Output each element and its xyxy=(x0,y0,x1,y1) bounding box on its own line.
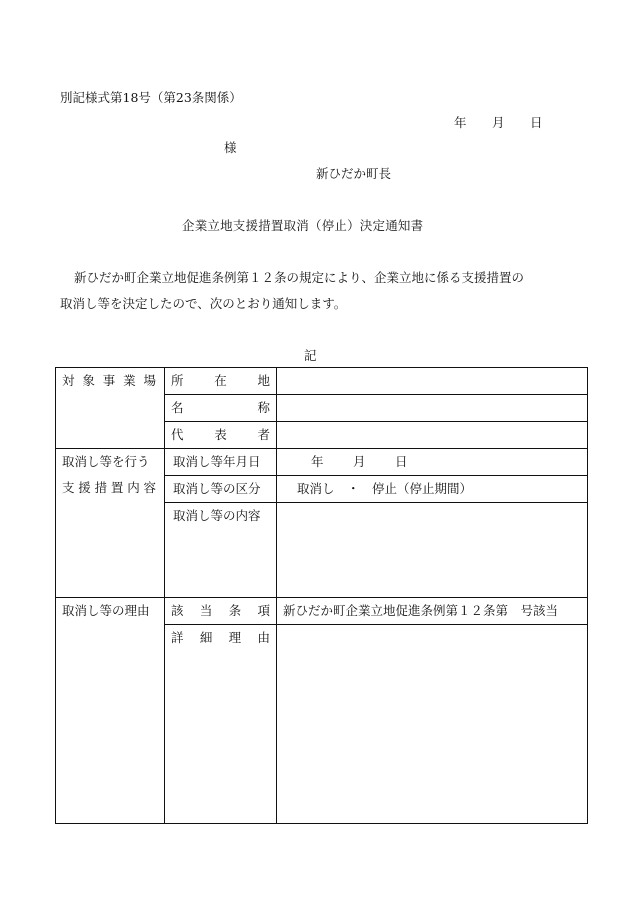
detailed-reason-value[interactable] xyxy=(277,625,588,824)
revocation-month-label: 月 xyxy=(353,454,366,469)
name-label-cell xyxy=(165,395,277,422)
revocation-date-value[interactable] xyxy=(277,449,588,476)
support-measure-label-line-1: 取消し等を行う xyxy=(62,454,150,469)
body-text-line-2: 取消し等を決定したので、次のとおり通知します。 xyxy=(60,296,347,311)
date-month-label: 月 xyxy=(492,115,505,130)
reason-label: 取消し等の理由 xyxy=(62,603,150,618)
representative-label-cell xyxy=(165,422,277,449)
addressee: 様 xyxy=(224,140,237,155)
revocation-type-value[interactable]: 取消し ・ 停止（停止期間） xyxy=(277,476,588,503)
representative-label: 代 表 者 xyxy=(171,427,270,442)
reason-label-cell xyxy=(56,598,165,824)
detailed-reason-label-cell xyxy=(165,625,277,824)
applicable-clause-label: 該 当 条 項 xyxy=(171,603,270,618)
target-site-label-cell xyxy=(56,368,165,449)
revocation-type-label: 取消し等の区分 xyxy=(165,476,277,503)
ki-heading: 記 xyxy=(304,348,317,363)
body-text-line-1: 新ひだか町企業立地促進条例第１２条の規定により、企業立地に係る支援措置の xyxy=(74,270,525,285)
location-label: 所 在 地 xyxy=(171,373,270,388)
date-year-label: 年 xyxy=(454,115,467,130)
location-value[interactable] xyxy=(277,368,588,395)
support-measure-label-cell xyxy=(56,449,165,598)
target-site-label: 対 象 事 業 場 xyxy=(62,373,156,388)
name-label: 名 称 xyxy=(171,400,270,415)
revocation-day-label: 日 xyxy=(395,454,408,469)
notice-table xyxy=(55,367,588,824)
date-day-label: 日 xyxy=(530,115,543,130)
applicable-clause-label-cell xyxy=(165,598,277,625)
location-label-cell xyxy=(165,368,277,395)
form-number: 別記様式第18号（第23条関係） xyxy=(60,90,242,105)
table-row xyxy=(56,598,588,625)
document-title: 企業立地支援措置取消（停止）決定通知書 xyxy=(182,218,424,233)
issuer: 新ひだか町長 xyxy=(316,166,392,181)
support-measure-label-line-2: 支 援 措 置 内 容 xyxy=(62,480,156,495)
table-row xyxy=(56,449,588,476)
name-value[interactable] xyxy=(277,395,588,422)
revocation-content-value[interactable] xyxy=(277,503,588,598)
issue-date xyxy=(454,113,543,131)
table-row xyxy=(56,368,588,395)
applicable-clause-value[interactable]: 新ひだか町企業立地促進条例第１２条第 号該当 xyxy=(277,598,588,625)
revocation-content-label: 取消し等の内容 xyxy=(165,503,277,598)
detailed-reason-label: 詳 細 理 由 xyxy=(171,630,270,645)
representative-value[interactable] xyxy=(277,422,588,449)
revocation-year-label: 年 xyxy=(311,454,324,469)
revocation-date-label: 取消し等年月日 xyxy=(165,449,277,476)
